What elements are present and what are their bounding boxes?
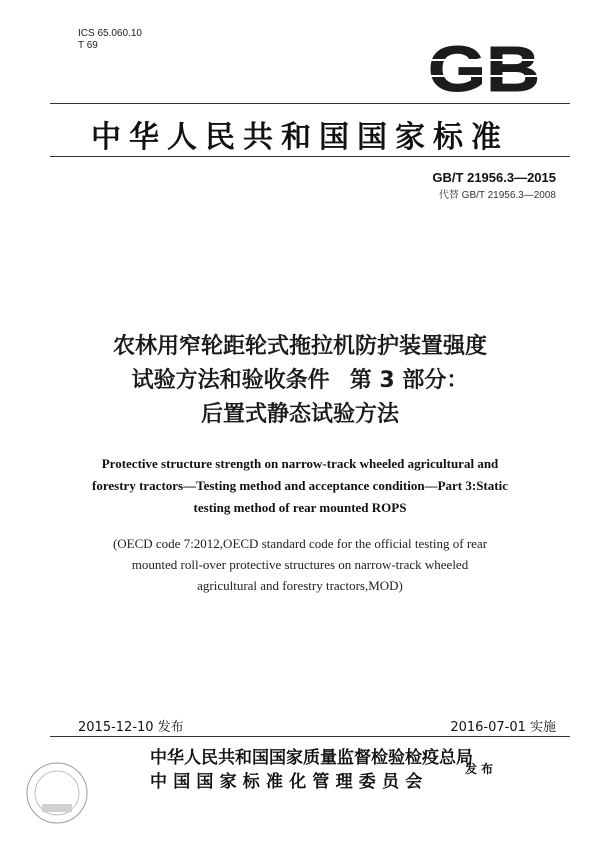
chinese-title-line2a: 试验方法和验收条件 (131, 368, 330, 393)
issuer-line1: 中华人民共和国国家质量监督检验检疫总局 (150, 748, 473, 768)
oecd-line1: (OECD code 7:2012,OECD standard code for the official testing of rear (112, 536, 488, 551)
bottom-divider (50, 736, 570, 737)
replaces-standard: 代替 GB/T 21956.3—2008 (438, 190, 556, 201)
chinese-title-line1: 农林用窄轮距轮式拖拉机防护装置强度 (112, 334, 487, 359)
oecd-line2: mounted roll-over protective structures on narrow-track wheeled (131, 557, 469, 572)
chinese-title-line2b: 第 3 部分： (349, 368, 469, 393)
oecd-line3: agricultural and forestry tractors,MOD) (197, 578, 403, 593)
ccs-code: T 69 (78, 40, 98, 51)
chinese-title-line2 (0, 364, 600, 398)
faint-stamp-icon (24, 760, 90, 826)
issuer-line2: 中国国家标准化管理委员会 (150, 772, 429, 792)
publish-label: 发布 (465, 762, 498, 776)
implementation-date: 2016-07-01 实施 (450, 720, 556, 735)
english-title-line3: testing method of rear mounted ROPS (193, 500, 407, 515)
oecd-reference (70, 533, 530, 596)
national-standard-title: 中华人民共和国国家标准 (91, 120, 509, 155)
chinese-title-line3: 后置式静态试验方法 (200, 402, 399, 427)
chinese-title (0, 330, 600, 432)
classification-codes (78, 28, 142, 52)
gb-logo-icon (426, 38, 542, 98)
english-title (60, 453, 540, 519)
english-title-line1: Protective structure strength on narrow-track wheeled agricultural and (101, 456, 499, 471)
top-divider (50, 103, 570, 104)
english-title-line2: forestry tractors—Testing method and acceptance condition—Part 3:Static (92, 478, 508, 493)
issue-date: 2015-12-10 发布 (78, 720, 184, 735)
title-divider (50, 156, 570, 157)
standard-number-block (432, 170, 556, 201)
ics-code: ICS 65.060.10 (78, 28, 142, 39)
issuing-authorities (150, 746, 473, 794)
standard-number: GB/T 21956.3—2015 (432, 170, 556, 185)
gb-logo-text: GB (428, 38, 540, 98)
